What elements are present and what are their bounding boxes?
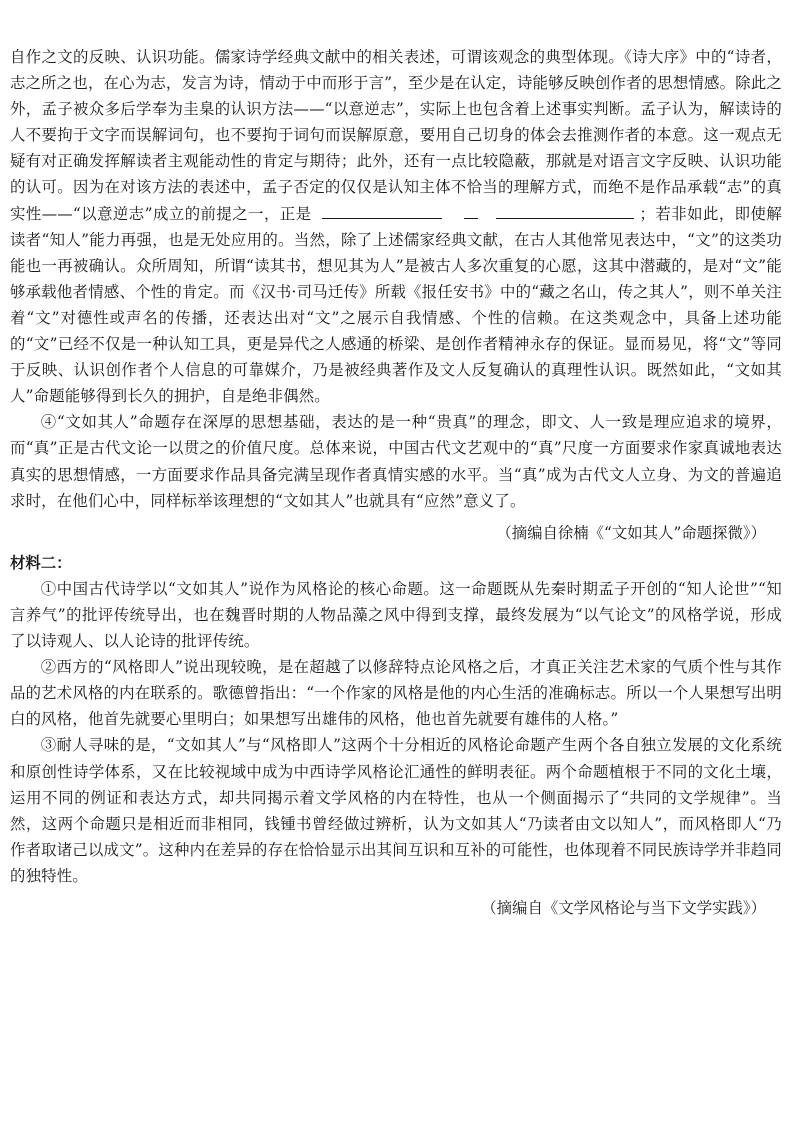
material2-heading: 材料二：	[10, 553, 72, 572]
paragraph-text-part-a: 自作之文的反映、认识功能。儒家诗学经典文献中的相关表述，可谓该观念的典型体现。《诗大序》中的“诗者，志之所之也，在心为志，发言为诗，情动于中而形于言”，至少是在认定，诗能够反映创作者的思想情感。除此之外，孟子被众多后学奉为圭臬的认识方法——“以意逆志”，实际上也包含着上述事实判断。孟子认为，解读诗的人不要拘于文字而误解词句，也不要拘于词句而误解原意，要用自己切身的体会去推测作者的本意。这一观点无疑有对正确发挥解读者主观能动性的肯定与期待；此外，还有一点比较隐蔽，那就是对语言文字反映、认识功能的认可。因为在对该方法的表述中，孟子否定的仅仅是认知主体不恰当的理解方式，而绝不是作品承载“志”的真实性——“以意逆志”成立的前提之一，正是	[10, 48, 783, 223]
material1-paragraph-continued	[10, 44, 782, 409]
material2-paragraph-1: ①中国古代诗学以“文如其人”说作为风格论的核心命题。这一命题既从先秦时期孟子开创的“知人论世”“知言养气”的批评传统导出，也在魏晋时期的人物品藻之风中得到支撑，最终发展为“以气论文”的风格学说，形成了以诗观人、以人论诗的批评传统。	[10, 579, 782, 651]
paragraph-text-part-b: ；若非如此，即使解读者“知人”能力再强，也是无处应用的。当然，除了上述儒家经典文献，在古人其他常见表达中，“文”的这类功能也一再被确认。众所周知，所谓“读其书，想见其为人”是被古人多次重复的心愿，这其中潜藏的，是对“文”能够承载他者情感、个性的肯定。而《汉书·司马迁传》所载《报任安书》中的“藏之名山，传之其人”，则不单关注着“文”对德性或声名的传播，还表达出对“文”之展示自我情感、个性的信赖。在这类观念中，具备上述功能的“文”已经不仅是一种认知工具，更是异代之人感通的桥梁、是创作者精神永存的保证。显而易见，将“文”等同于反映、认识创作者个人信息的可靠媒介，乃是被经典著作及文人反复确认的真理性认识。既然如此，“文如其人”命题能够得到长久的拥护，自是绝非偶然。	[10, 204, 782, 406]
exam-page	[10, 44, 782, 925]
fill-in-blank-1[interactable]	[322, 201, 442, 219]
material1-source-citation: （摘编自徐楠《“文如其人”命题探微》）	[496, 523, 766, 542]
fill-in-blank-2[interactable]	[464, 201, 478, 219]
fill-in-blank-3[interactable]	[496, 201, 634, 219]
material2-source-citation: （摘编自《文学风格论与当下文学实践》）	[481, 899, 766, 917]
material2-paragraph-2: ②西方的“风格即人”说出现较晚，是在超越了以修辞特点论风格之后，才真正关注艺术家的气质个性与其作品的艺术风格的内在联系的。歌德曾指出：“一个作家的风格是他的内心生活的准确标志。所以一个人果想写出明白的风格，他首先就要心里明白；如果想写出雄伟的风格，他也首先就要有雄伟的人格。”	[10, 658, 783, 729]
material1-paragraph-4: ④“文如其人”命题存在深厚的思想基础，表达的是一种“贵真”的理念，即文、人一致是理应追求的境界，而“真”正是古代文论一以贯之的价值尺度。总体来说，中国古代文艺观中的“真”尺度一方面要求作家真诚地表达真实的思想情感，一方面要求作品具备完满呈现作者真情实感的水平。当“真”成为古代文人立身、为文的普遍追求时，在他们心中，同样标举该理想的“文如其人”也就具有“应然”意义了。	[10, 413, 782, 510]
material2-paragraph-3: ③耐人寻味的是，“文如其人”与“风格即人”这两个十分相近的风格论命题产生两个各自独立发展的文化系统和原创性诗学体系，又在比较视域中成为中西诗学风格论汇通性的鲜明表征。两个命题植根于不同的文化土壤，运用不同的例证和表达方式，却共同揭示着文学风格的内在特性，也从一个侧面揭示了“共同的文学规律”。当然，这两个命题只是相近而非相同，钱锺书曾经做过辨析，认为文如其人“乃读者由文以知人”，而风格即人“乃作者取诸己以成文”。这种内在差异的存在恰恰显示出其间互识和互补的可能性，也体现着不同民族诗学并非趋同的独特性。	[10, 736, 783, 885]
